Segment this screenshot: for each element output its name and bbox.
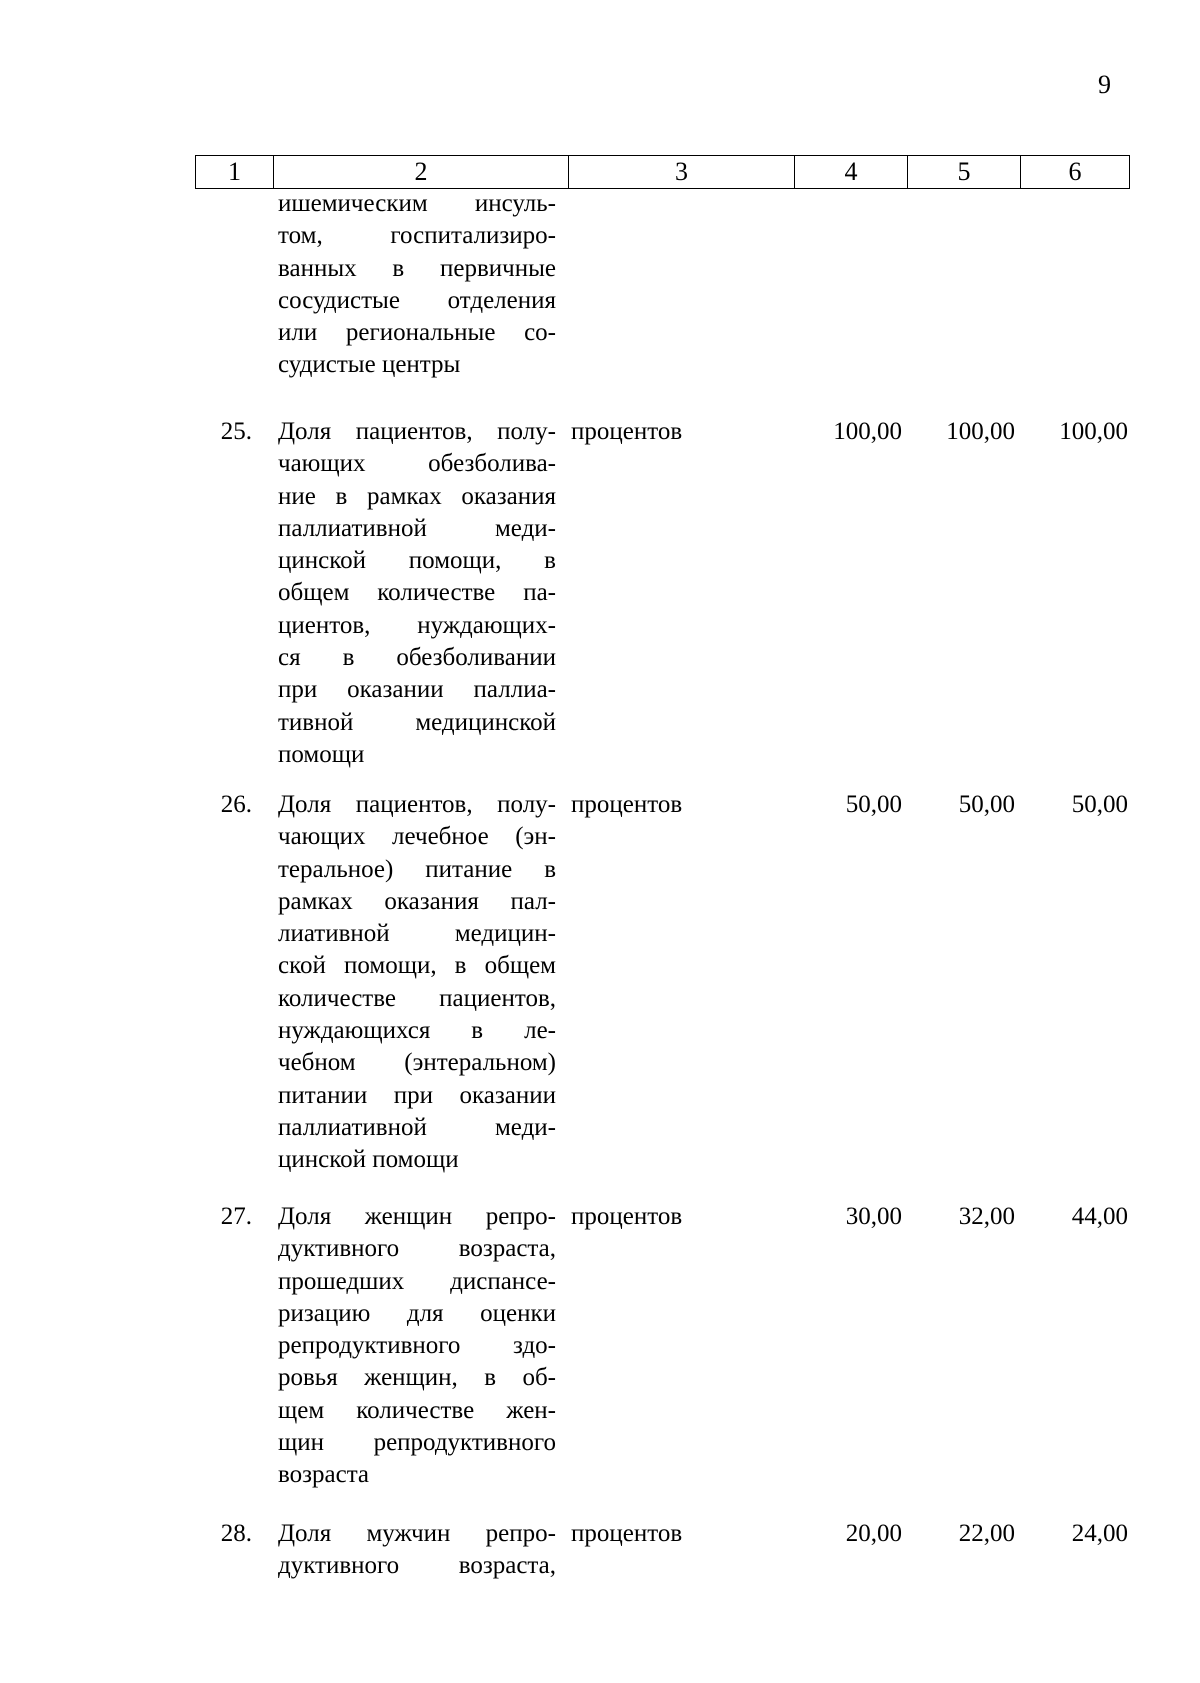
row-value-col4: 20,00 [845, 1520, 902, 1547]
header-col-5: 5 [908, 156, 1021, 189]
row-unit: процентов [571, 1203, 683, 1230]
table-header [195, 155, 1130, 189]
page-number: 9 [1098, 70, 1111, 99]
row-value-col5: 100,00 [946, 418, 1015, 445]
row-description: Доля пациентов, полу- чающих лечебное (эн- теральное) питание в рамках оказания пал- лиативной медицин- ской помощи, в общем количестве пациентов, нуждающихся в ле- чебном (энтеральном) питании при оказании паллиативной меди- цинской помощи [278, 791, 556, 1174]
header-col-4: 4 [795, 156, 908, 189]
row-value-col4: 100,00 [833, 418, 902, 445]
row-description: Доля женщин репро- дуктивного возраста, прошедших диспансе- ризацию для оценки репродуктивного здо- ровья женщин, в об- щем количестве жен- щин репродуктивного возраста [278, 1203, 556, 1489]
header-col-6: 6 [1021, 156, 1130, 189]
row-unit: процентов [571, 791, 683, 818]
row-value-col5: 22,00 [958, 1520, 1015, 1547]
continuation-description: ишемическим инсуль- том, госпитализиро- ванных в первичные сосудистые отделения или региональные со- судистые центры [278, 190, 556, 379]
row-unit: процентов [571, 418, 683, 445]
row-value-col4: 30,00 [845, 1203, 902, 1230]
row-number: 26. [220, 791, 252, 818]
row-number: 28. [220, 1520, 252, 1547]
row-value-col6: 44,00 [1071, 1203, 1128, 1230]
row-description: Доля мужчин репро- дуктивного возраста, [278, 1520, 556, 1580]
header-col-1: 1 [196, 156, 274, 189]
row-number: 27. [220, 1203, 252, 1230]
row-value-col5: 50,00 [958, 791, 1015, 818]
row-value-col6: 100,00 [1059, 418, 1128, 445]
row-unit: процентов [571, 1520, 683, 1547]
row-value-col6: 50,00 [1071, 791, 1128, 818]
row-value-col4: 50,00 [845, 791, 902, 818]
row-value-col5: 32,00 [958, 1203, 1015, 1230]
row-value-col6: 24,00 [1071, 1520, 1128, 1547]
row-number: 25. [220, 418, 252, 445]
header-col-3: 3 [569, 156, 795, 189]
row-description: Доля пациентов, полу- чающих обезболива- ние в рамках оказания паллиативной меди- цинской помощи, в общем количестве па- циентов, нуждающих- ся в обезболивании при оказании паллиа- тивной медицинской помощи [278, 418, 556, 768]
header-col-2: 2 [274, 156, 569, 189]
